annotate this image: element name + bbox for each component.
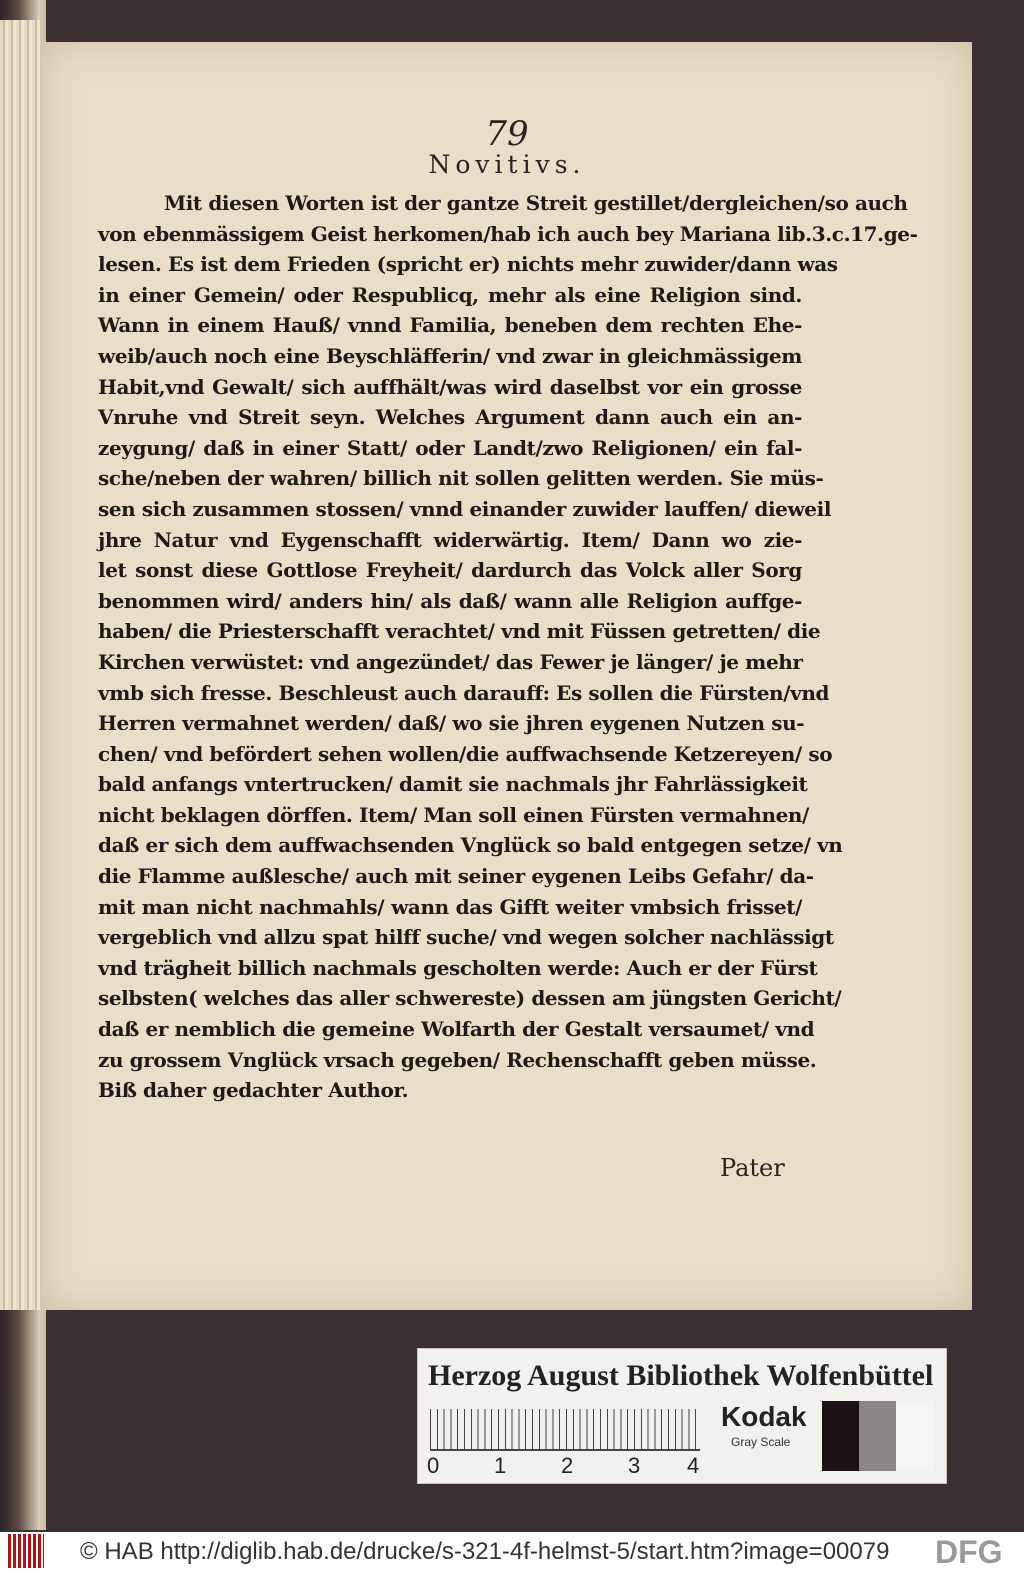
body-text — [98, 188, 918, 1106]
gray-swatch-mid — [859, 1401, 896, 1471]
ruler-number: 1 — [494, 1453, 507, 1478]
text-line: daß er sich dem auffwachsenden Vnglück so bald entgegen setze/ vn — [98, 833, 843, 858]
text-line: daß er nemblich die gemeine Wolfarth der Gestalt versaumet/ vnd — [98, 1017, 815, 1042]
text-line: benommen wird/ anders hin/ als daß/ wann alle Religion auffge- — [98, 588, 802, 613]
text-line: die Flamme außlesche/ auch mit seiner eygenen Leibs Gefahr/ da- — [98, 864, 814, 889]
text-line: von ebenmässigem Geist herkomen/hab ich auch bey Mariana lib.3.c.17.ge- — [98, 221, 918, 246]
text-line: Vnruhe vnd Streit seyn. Welches Argument dann auch ein an- — [98, 405, 802, 430]
barcode-icon — [8, 1534, 44, 1568]
kodak-logo: Kodak — [721, 1401, 807, 1432]
ruler-number: 0 — [427, 1453, 440, 1478]
text-line: vnd trägheit billich nachmals gescholten werde: Auch er der Fürst — [98, 955, 818, 980]
gray-swatch-light — [896, 1401, 933, 1471]
dfg-logo: DFG — [935, 1534, 1003, 1570]
text-line: Wann in einem Hauß/ vnnd Familia, beneben dem rechten Ehe- — [98, 313, 802, 338]
text-line: nicht beklagen dörffen. Item/ Man soll einen Fürsten vermahnen/ — [98, 802, 809, 827]
text-line: let sonst diese Gottlose Freyheit/ dardurch das Volck aller Sorg — [98, 558, 802, 583]
text-line: chen/ vnd befördert sehen wollen/die auffwachsende Ketzereyen/ so — [98, 741, 833, 766]
text-line: Kirchen verwüstet: vnd angezündet/ das Fewer je länger/ je mehr — [98, 649, 803, 674]
text-line: zeygung/ daß in einer Statt/ oder Landt/zwo Religionen/ ein fal- — [98, 435, 802, 460]
facing-page-stack — [0, 20, 40, 1310]
text-line: vergeblich vnd allzu spat hilff suche/ vnd wegen solcher nachlässigt — [98, 925, 834, 950]
text-line: haben/ die Priesterschafft verachtet/ vnd mit Füssen getretten/ die — [98, 619, 821, 644]
text-line: lesen. Es ist dem Frieden (spricht er) nichts mehr zuwider/dann was — [98, 252, 838, 277]
text-line: sen sich zusammen stossen/ vnnd einander zuwider lauffen/ dieweil — [98, 496, 832, 521]
running-head: Novitivs. — [428, 150, 586, 179]
text-line: selbsten( welches das aller schwereste) dessen am jüngsten Gericht/ — [98, 986, 842, 1011]
text-line: weib/auch noch eine Beyschläfferin/ vnd zwar in gleichmässigem — [98, 343, 802, 368]
text-line: Herren vermahnet werden/ daß/ wo sie jhren eygenen Nutzen su- — [98, 711, 805, 736]
text-line: sche/neben der wahren/ billich nit sollen gelitten werden. Sie müs- — [98, 466, 824, 491]
color-calibration-card — [417, 1348, 947, 1484]
copyright-url[interactable]: © HAB http://diglib.hab.de/drucke/s-321-4f-helmst-5/start.htm?image=00079 — [80, 1538, 890, 1565]
text-line: in einer Gemein/ oder Respublicq, mehr als eine Religion sind. — [98, 282, 802, 307]
gray-scale-label: Gray Scale — [731, 1435, 791, 1449]
text-line: bald anfangs vntertrucken/ damit sie nachmals jhr Fahrlässigkeit — [98, 772, 808, 797]
library-name: Herzog August Bibliothek Wolfenbüttel — [428, 1359, 934, 1392]
text-line: Biß daher gedachter Author. — [98, 1078, 409, 1103]
text-line: zu grossem Vnglück vrsach gegeben/ Rechenschafft geben müsse. — [98, 1047, 817, 1072]
measurement-ruler — [430, 1409, 700, 1451]
text-line: vmb sich fresse. Beschleust auch darauff: Es sollen die Fürsten/vnd — [98, 680, 830, 705]
text-line: Mit diesen Worten ist der gantze Streit gestillet/dergleichen/so auch — [164, 191, 908, 215]
page-number: 79 — [485, 114, 529, 154]
ruler-number: 4 — [687, 1453, 700, 1478]
text-line: mit man nicht nachmahls/ wann das Gifft weiter vmbsich frisset/ — [98, 894, 802, 919]
text-line: Habit,vnd Gewalt/ sich auffhält/was wird daselbst vor ein grosse — [98, 374, 802, 399]
ruler-number: 2 — [561, 1453, 574, 1478]
book-page — [42, 42, 972, 1310]
ruler-number: 3 — [628, 1453, 641, 1478]
catchword: Pater — [720, 1154, 785, 1182]
gray-swatch-dark — [822, 1401, 859, 1471]
text-line: jhre Natur vnd Eygenschafft widerwärtig. Item/ Dann wo zie- — [98, 527, 802, 552]
